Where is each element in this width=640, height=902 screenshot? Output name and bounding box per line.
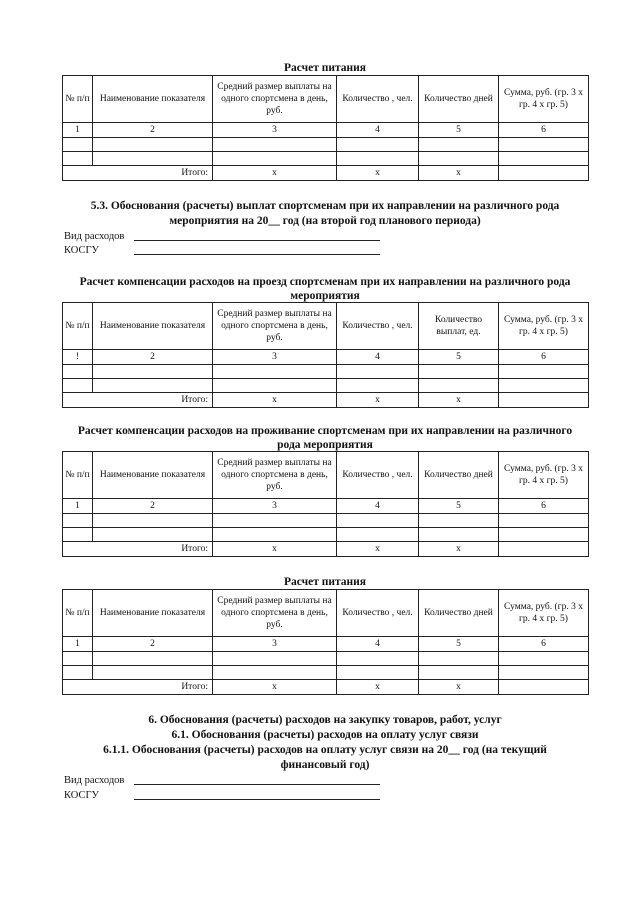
x-mark: x (213, 680, 337, 695)
table-row (63, 666, 589, 680)
x-mark: x (419, 542, 499, 557)
table-row (63, 528, 589, 542)
col-qty-days-header: Количество дней (419, 452, 499, 499)
table-title-food-1: Расчет питания (283, 62, 367, 74)
col-name-header: Наименование показателя (93, 452, 213, 499)
col-number: 5 (419, 123, 499, 138)
table-row (63, 514, 589, 528)
x-mark: x (419, 393, 499, 408)
kosgu-label: КОСГУ (64, 790, 99, 801)
kosgu-label: КОСГУ (64, 245, 99, 256)
col-sum-header: Сумма, руб. (гр. 3 х гр. 4 х гр. 5) (499, 452, 589, 499)
table-row (63, 152, 589, 166)
col-num-header: № п/п (63, 452, 93, 499)
col-number: 5 (419, 637, 499, 652)
col-number: 3 (213, 123, 337, 138)
col-avg-payment-header: Средний размер выплаты на одного спортсмена в день, руб. (213, 452, 337, 499)
food-table-2 (62, 589, 589, 695)
col-number: 3 (213, 637, 337, 652)
col-avg-payment-header: Средний размер выплаты на одного спортсмена в день, руб. (213, 303, 337, 350)
col-name-header: Наименование показателя (93, 76, 213, 123)
fill-line (134, 784, 380, 785)
col-qty-days-header: Количество дней (419, 76, 499, 123)
col-sum-header: Сумма, руб. (гр. 3 х гр. 4 х гр. 5) (499, 76, 589, 123)
total-row (63, 393, 589, 408)
col-number: 2 (93, 637, 213, 652)
col-number: 4 (337, 350, 419, 365)
x-mark: x (213, 393, 337, 408)
x-mark: x (213, 166, 337, 181)
col-num-header: № п/п (63, 303, 93, 350)
section-heading-6-1-1 (60, 743, 590, 773)
vid-rashodov-field (64, 230, 124, 244)
total-label: Итого: (63, 393, 213, 408)
kosgu-field-2 (64, 789, 99, 803)
col-qty-people-header: Количество , чел. (337, 76, 419, 123)
col-number: 6 (499, 350, 589, 365)
title-line-1: Расчет компенсации расходов на проезд спортсменам при их направлении на различного рода (79, 276, 571, 288)
heading-line-1: 6.1.1. Обоснования (расчеты) расходов на оплату услуг связи на 20__ год (на текущий (103, 744, 547, 756)
vid-rashodov-label: Вид расходов (64, 231, 125, 242)
table-row (63, 365, 589, 379)
x-mark: x (337, 680, 419, 695)
col-qty-people-header: Количество , чел. (337, 303, 419, 350)
section-heading-5-3 (60, 199, 590, 229)
lodging-table (62, 451, 589, 557)
x-mark: x (337, 166, 419, 181)
col-number: 2 (93, 123, 213, 138)
col-number: 6 (499, 499, 589, 514)
col-number: 2 (93, 499, 213, 514)
kosgu-field (64, 244, 99, 258)
col-number: 6 (499, 123, 589, 138)
total-row (63, 542, 589, 557)
col-name-header: Наименование показателя (93, 303, 213, 350)
col-number: 6 (499, 637, 589, 652)
col-number: 4 (337, 123, 419, 138)
total-row (63, 680, 589, 695)
total-row (63, 166, 589, 181)
title-line-1: Расчет компенсации расходов на проживание спортсменам при их направлении на различного (77, 425, 573, 437)
fill-line (134, 240, 380, 241)
x-mark: x (337, 393, 419, 408)
heading-line-2: мероприятия на 20__ год (на второй год планового периода) (169, 215, 481, 227)
col-number: 5 (419, 499, 499, 514)
col-number: 3 (213, 499, 337, 514)
heading-line-2: финансовый год) (280, 759, 370, 771)
table-row (63, 379, 589, 393)
col-number: 1 (63, 123, 93, 138)
col-number: 5 (419, 350, 499, 365)
travel-table (62, 302, 589, 408)
x-mark: x (213, 542, 337, 557)
col-num-header: № п/п (63, 76, 93, 123)
col-name-header: Наименование показателя (93, 590, 213, 637)
fill-line (134, 799, 380, 800)
col-number: 1 (63, 499, 93, 514)
col-number: 3 (213, 350, 337, 365)
total-label: Итого: (63, 166, 213, 181)
fill-line (134, 254, 380, 255)
heading-line-1: 5.3. Обоснования (расчеты) выплат спортсменам при их направлении на различного рода (90, 200, 560, 212)
table-row (63, 652, 589, 666)
total-label: Итого: (63, 542, 213, 557)
x-mark: x (419, 680, 499, 695)
table-title-lodging (55, 424, 595, 452)
col-sum-header: Сумма, руб. (гр. 3 х гр. 4 х гр. 5) (499, 303, 589, 350)
table-title-travel (55, 275, 595, 303)
x-mark: x (419, 166, 499, 181)
col-qty-payments-header: Количество выплат, ед. (419, 303, 499, 350)
col-avg-payment-header: Средний размер выплаты на одного спортсмена в день, руб. (213, 76, 337, 123)
vid-rashodov-label: Вид расходов (64, 775, 125, 786)
section-heading-6-1: 6.1. Обоснования (расчеты) расходов на оплату услуг связи (171, 729, 479, 741)
col-qty-days-header: Количество дней (419, 590, 499, 637)
food-table-1 (62, 75, 589, 181)
col-sum-header: Сумма, руб. (гр. 3 х гр. 4 х гр. 5) (499, 590, 589, 637)
col-number: 1 (63, 637, 93, 652)
col-qty-people-header: Количество , чел. (337, 452, 419, 499)
col-number: 4 (337, 637, 419, 652)
vid-rashodov-field-2 (64, 774, 124, 788)
col-avg-payment-header: Средний размер выплаты на одного спортсмена в день, руб. (213, 590, 337, 637)
table-title-food-2: Расчет питания (283, 576, 367, 588)
col-num-header: № п/п (63, 590, 93, 637)
col-number: 4 (337, 499, 419, 514)
col-qty-people-header: Количество , чел. (337, 590, 419, 637)
col-number: ! (63, 350, 93, 365)
col-number: 2 (93, 350, 213, 365)
title-line-2: рода мероприятия (277, 439, 373, 451)
title-line-2: мероприятия (290, 290, 360, 302)
section-heading-6: 6. Обоснования (расчеты) расходов на закупку товаров, работ, услуг (148, 714, 502, 726)
total-label: Итого: (63, 680, 213, 695)
x-mark: x (337, 542, 419, 557)
table-row (63, 138, 589, 152)
